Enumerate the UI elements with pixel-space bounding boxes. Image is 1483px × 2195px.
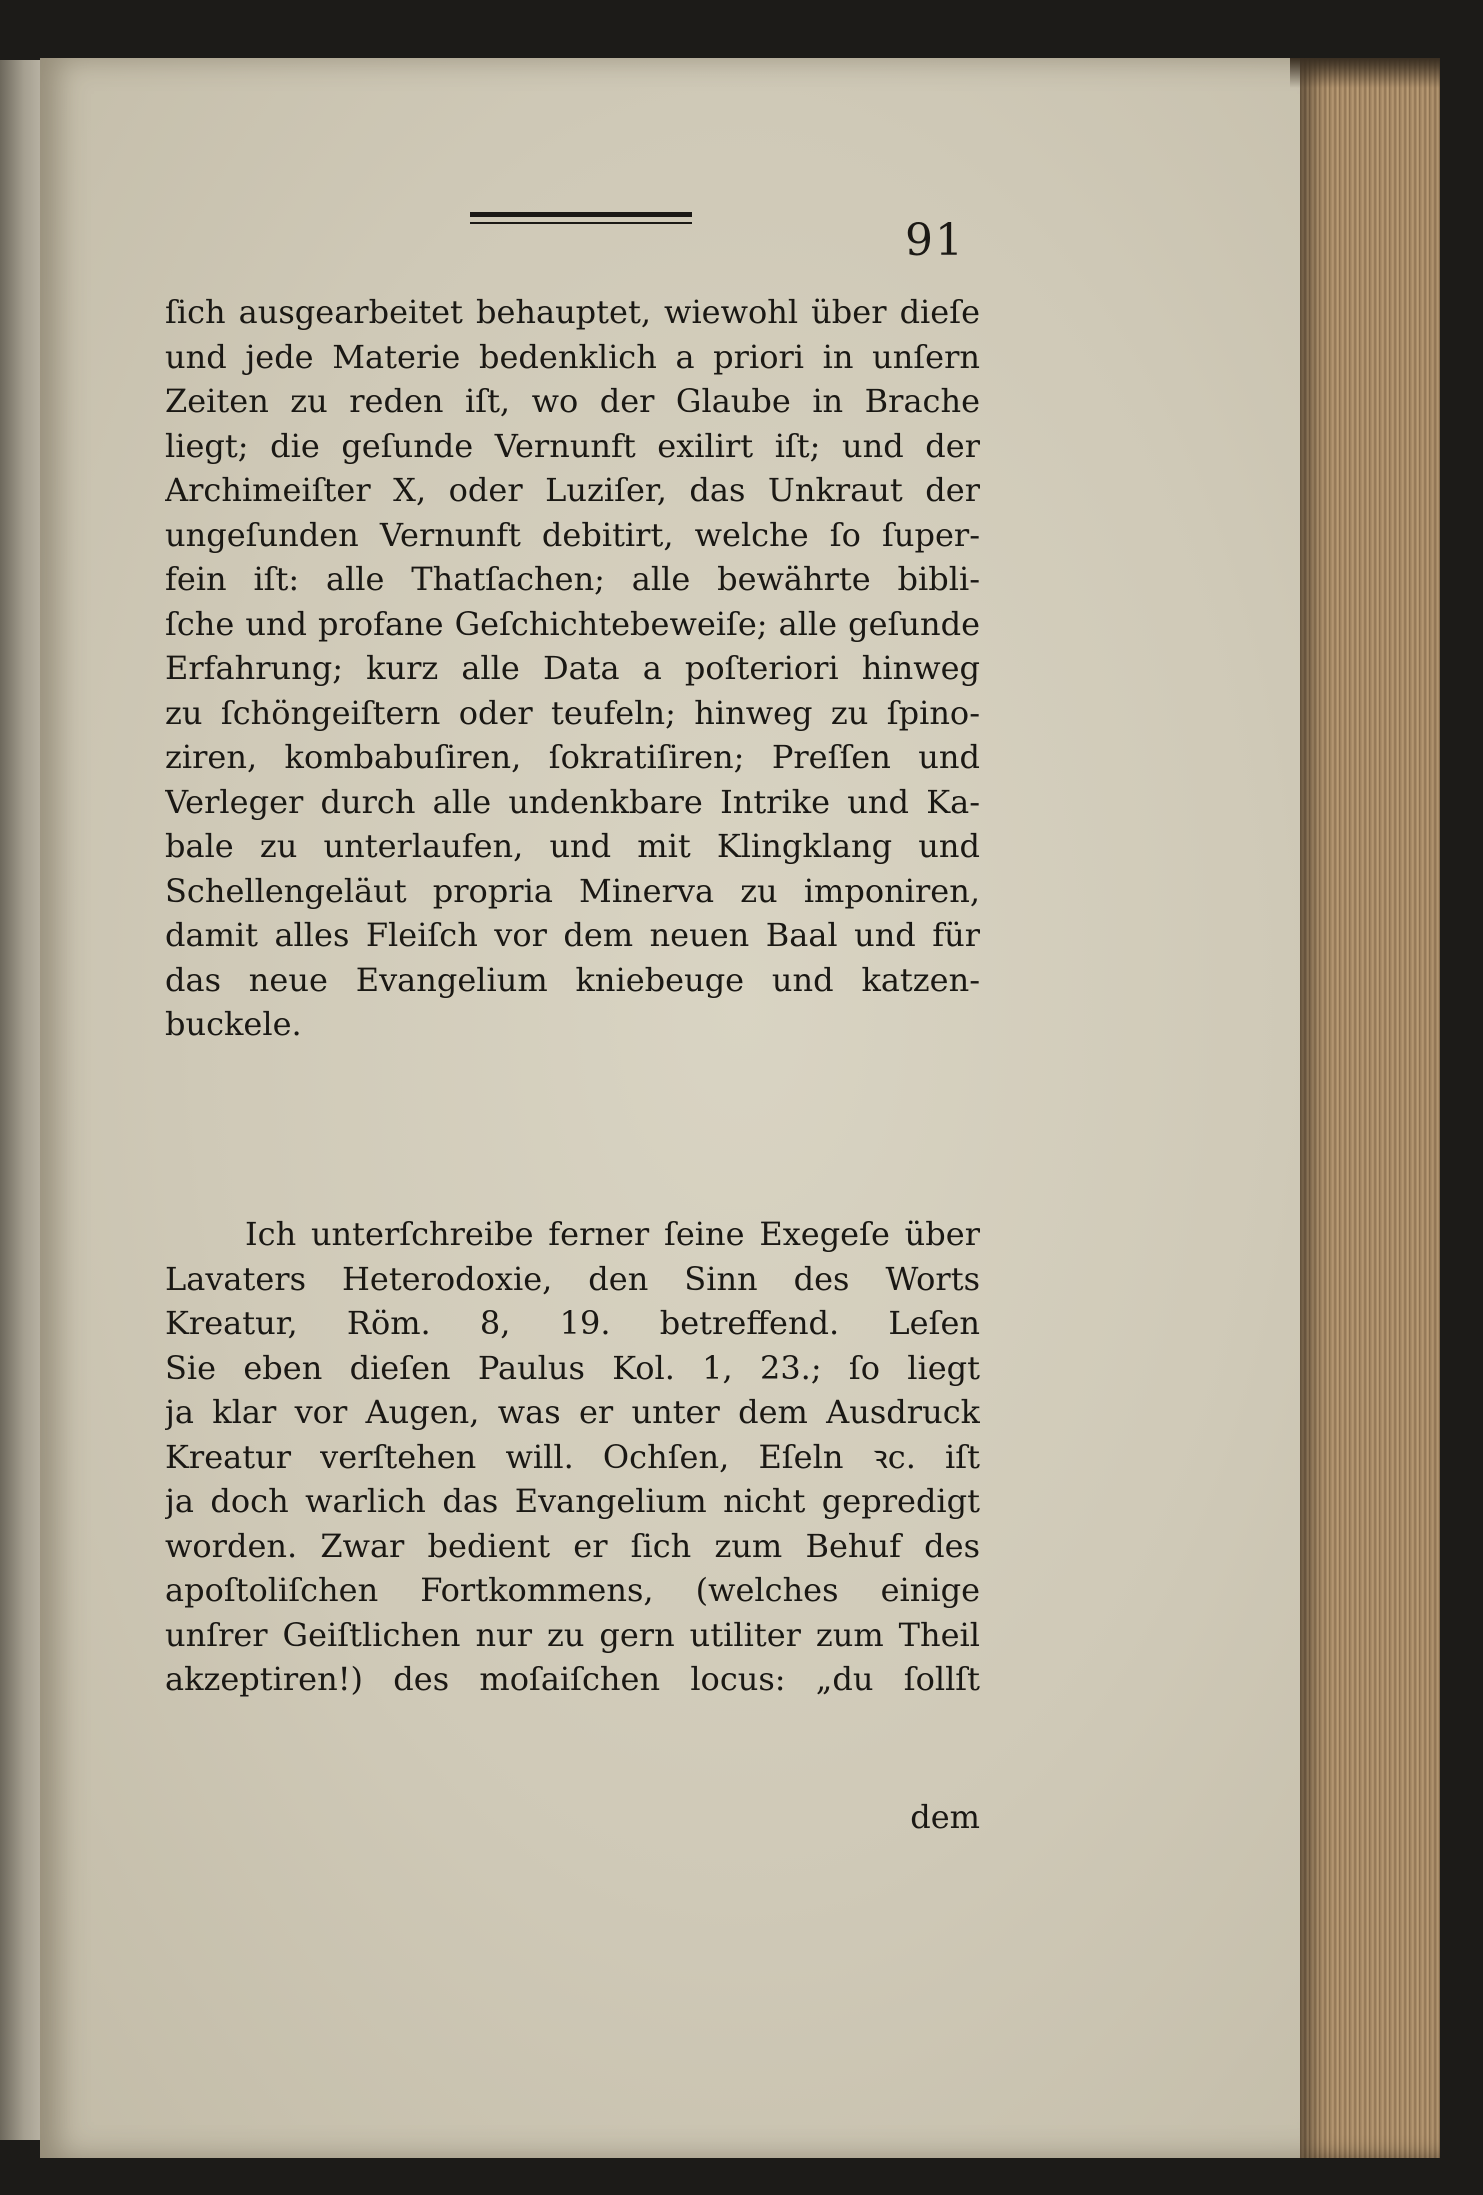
text-line: Zeiten zu reden iſt, wo der Glaube in Brache [165,382,980,420]
text-line: Kreatur verſtehen will. Ochſen, Eſeln ꝛc. iſt [165,1437,980,1476]
header-rule [470,212,692,224]
text-line: Ich unterſchreibe ferner ſeine Exegeſe über [245,1215,980,1253]
text-line: ziren, kombabuſiren, ſokratiſiren; Preſſen und [165,738,980,776]
paragraph-1 [165,290,980,1047]
page-stack-edges [1300,58,1440,2158]
text-line: bale zu unterlaufen, und mit Klingklang und [165,827,980,865]
previous-page-edge [0,60,40,2140]
text-line: ſche und profane Geſchichtebeweiſe; alle geſunde [165,604,980,643]
text-line: Kreatur, Röm. 8, 19. betreffend. Leſen [165,1304,980,1342]
text-line: buckele. [165,1005,302,1043]
text-line: Sie eben dieſen Paulus Kol. 1, 23.; ſo liegt [165,1348,980,1387]
text-line: Erfahrung; kurz alle Data a poſteriori hinweg [165,649,980,687]
text-line: ungeſunden Vernunft debitirt, welche ſo ſuper- [165,515,980,554]
text-line: Archimeiſter X, oder Luziſer, das Unkraut der [165,471,980,509]
page-stack-shadow [1290,58,1440,88]
text-line: worden. Zwar bedient er ſich zum Behuf des [165,1526,980,1565]
text-line: damit alles Fleiſch vor dem neuen Baal und für [165,916,980,954]
text-line: zu ſchöngeiſtern oder teufeln; hinweg zu ſpino- [165,693,980,732]
text-line: liegt; die geſunde Vernunft exilirt iſt; und der [165,426,980,465]
text-line: ja klar vor Augen, was er unter dem Ausdruck [165,1393,980,1431]
text-line: Schellengeläut propria Minerva zu imponiren, [165,871,980,910]
text-line: das neue Evangelium kniebeuge und katzen- [165,960,980,999]
text-line: unſrer Geiſtlichen nur zu gern utiliter zum Theil [165,1615,980,1654]
page-number: 91 [905,215,965,266]
catchword: dem [910,1798,980,1836]
text-line: ja doch warlich das Evangelium nicht gepredigt [165,1482,980,1520]
text-line: apoſtoliſchen Fortkommens, (welches einige [165,1571,980,1609]
text-line: fein iſt: alle Thatſachen; alle bewährte bibli- [165,560,980,598]
paragraph-2 [165,1212,980,1702]
text-line: akzeptiren!) des moſaiſchen locus: „du ſollſt [165,1660,980,1698]
text-line: und jede Materie bedenklich a priori in unſern [165,337,980,376]
text-line: Lavaters Heterodoxie, den Sinn des Worts [165,1259,980,1298]
text-line: Verleger durch alle undenkbare Intrike und Ka- [165,782,980,821]
text-line: ſich ausgearbeitet behauptet, wiewohl über dieſe [165,293,980,331]
